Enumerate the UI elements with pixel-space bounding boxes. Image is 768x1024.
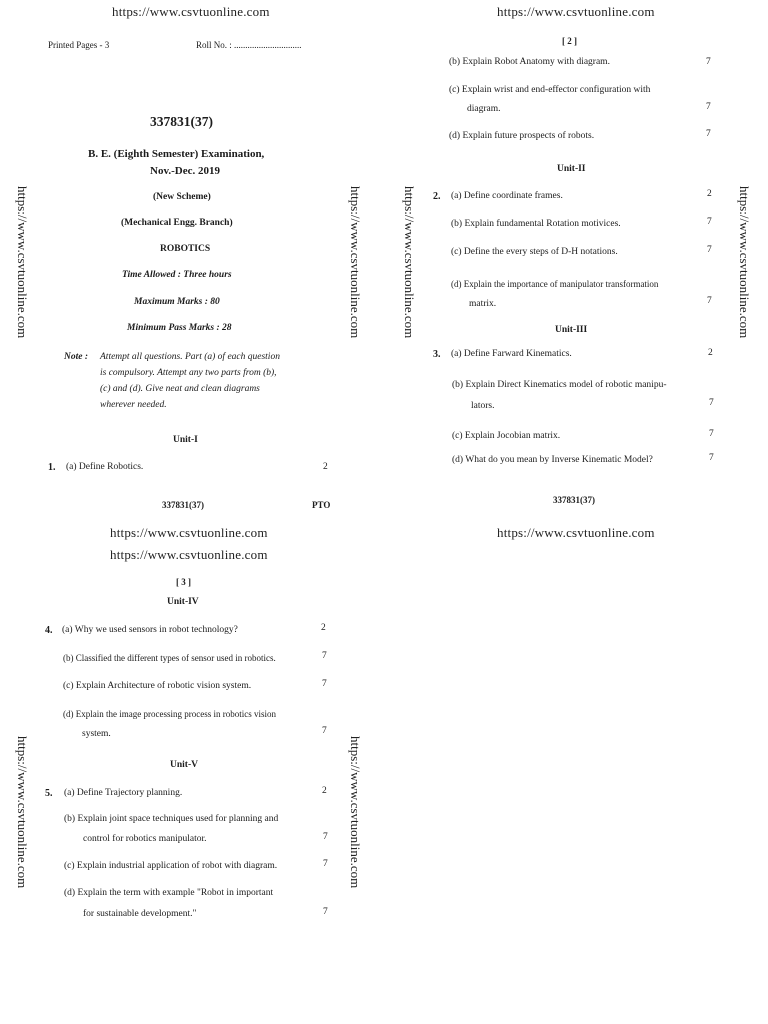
q5b-text-1: (b) Explain joint space techniques used for planning and	[64, 814, 279, 824]
q2a-text: (a) Define coordinate frames.	[451, 191, 563, 201]
q4c-text: (c) Explain Architecture of robotic vision system.	[63, 681, 252, 691]
note-label: Note :	[64, 352, 89, 362]
q5c-text: (c) Explain industrial application of robot with diagram.	[64, 861, 278, 871]
q4d-text-2: system.	[82, 729, 111, 739]
q2b-text: (b) Explain fundamental Rotation motivices.	[451, 219, 621, 229]
note-line-3: (c) and (d). Give neat and clean diagrams	[100, 384, 260, 394]
exam-title: B. E. (Eighth Semester) Examination,	[88, 148, 265, 160]
q1d-text: (d) Explain future prospects of robots.	[449, 131, 595, 141]
unit-2-heading: Unit-II	[557, 164, 586, 174]
q3b-mark: 7	[709, 398, 714, 408]
unit-4-heading: Unit-IV	[167, 597, 199, 607]
q4b-text: (b) Classified the different types of sensor used in robotics.	[63, 653, 276, 663]
q1c-mark: 7	[706, 102, 711, 112]
q4b-mark: 7	[322, 651, 327, 661]
note-line-1: Attempt all questions. Part (a) of each question	[100, 352, 280, 362]
unit-3-heading: Unit-III	[555, 325, 588, 335]
unit-5-heading: Unit-V	[170, 760, 198, 770]
header-url-right: https://www.csvtuonline.com	[497, 4, 655, 19]
note-line-2: is compulsory. Attempt any two parts from (b),	[100, 368, 277, 378]
mid-url-left-2: https://www.csvtuonline.com	[110, 547, 268, 562]
q5b-mark: 7	[323, 832, 328, 842]
side-url-far-left-bottom: https://www.csvtuonline.com	[15, 736, 30, 889]
page1-footer-code: 337831(37)	[162, 500, 204, 510]
q4-number: 4.	[45, 625, 53, 636]
q2a-mark: 2	[707, 189, 712, 199]
page3-number: [ 3 ]	[176, 577, 191, 587]
unit-1-heading: Unit-I	[173, 435, 198, 445]
q5d-mark: 7	[323, 907, 328, 917]
q1-number: 1.	[48, 462, 56, 473]
q1d-mark: 7	[706, 129, 711, 139]
side-url-far-right-top: https://www.csvtuonline.com	[737, 186, 752, 339]
branch: (Mechanical Engg. Branch)	[121, 218, 233, 228]
page1-footer-pto: PTO	[312, 500, 331, 510]
q2d-text-1: (d) Explain the importance of manipulator transformation	[451, 279, 659, 289]
q1a-text: (a) Define Robotics.	[66, 462, 144, 472]
q1c-text-2: diagram.	[467, 104, 501, 114]
printed-pages: Printed Pages - 3	[48, 40, 110, 50]
side-url-center-left-top: https://www.csvtuonline.com	[348, 186, 363, 339]
mid-url-left-1: https://www.csvtuonline.com	[110, 525, 268, 540]
q5d-text-1: (d) Explain the term with example "Robot in important	[64, 888, 274, 898]
scheme: (New Scheme)	[153, 192, 211, 202]
q2-number: 2.	[433, 191, 441, 202]
note-line-4: wherever needed.	[100, 400, 167, 410]
q2d-mark: 7	[707, 296, 712, 306]
q3a-mark: 2	[708, 348, 713, 358]
q5b-text-2: control for robotics manipulator.	[83, 834, 207, 844]
q3a-text: (a) Define Farward Kinematics.	[451, 349, 572, 359]
q4a-text: (a) Why we used sensors in robot technology?	[62, 625, 238, 635]
q5d-text-2: for sustainable development."	[83, 909, 197, 919]
q2b-mark: 7	[707, 217, 712, 227]
side-url-far-left-top: https://www.csvtuonline.com	[15, 186, 30, 339]
q5-number: 5.	[45, 788, 53, 799]
q2c-mark: 7	[707, 245, 712, 255]
q3d-text: (d) What do you mean by Inverse Kinematic Model?	[452, 455, 653, 465]
q1a-mark: 2	[323, 462, 328, 472]
q5a-mark: 2	[322, 786, 327, 796]
q4a-mark: 2	[321, 623, 326, 633]
time-allowed: Time Allowed : Three hours	[122, 270, 232, 280]
roll-no: Roll No. : ..............................	[196, 40, 302, 50]
q3b-text-2: lators.	[471, 401, 495, 411]
q4d-mark: 7	[322, 726, 327, 736]
side-url-center-right-top: https://www.csvtuonline.com	[402, 186, 417, 339]
q3c-text: (c) Explain Jocobian matrix.	[452, 431, 561, 441]
page2-footer-code: 337831(37)	[553, 495, 595, 505]
header-url-left: https://www.csvtuonline.com	[112, 4, 270, 19]
q4d-text-1: (d) Explain the image processing process in robotics vision	[63, 709, 276, 719]
minimum-marks: Minimum Pass Marks : 28	[127, 323, 232, 333]
subject: ROBOTICS	[160, 244, 211, 254]
q3b-text-1: (b) Explain Direct Kinematics model of robotic manipu-	[452, 380, 667, 390]
maximum-marks: Maximum Marks : 80	[134, 297, 220, 307]
mid-url-right: https://www.csvtuonline.com	[497, 525, 655, 540]
exam-session: Nov.-Dec. 2019	[150, 165, 220, 177]
q4c-mark: 7	[322, 679, 327, 689]
q5a-text: (a) Define Trajectory planning.	[64, 788, 183, 798]
q1c-text-1: (c) Explain wrist and end-effector configuration with	[449, 85, 651, 95]
q2d-text-2: matrix.	[469, 299, 497, 309]
q5c-mark: 7	[323, 859, 328, 869]
q3-number: 3.	[433, 349, 441, 360]
q1b-mark: 7	[706, 57, 711, 67]
q2c-text: (c) Define the every steps of D-H notations.	[451, 247, 618, 257]
page2-number: [ 2 ]	[562, 36, 577, 46]
q1b-text: (b) Explain Robot Anatomy with diagram.	[449, 57, 610, 67]
side-url-center-bottom: https://www.csvtuonline.com	[348, 736, 363, 889]
q3d-mark: 7	[709, 453, 714, 463]
paper-code: 337831(37)	[150, 114, 213, 129]
q3c-mark: 7	[709, 429, 714, 439]
